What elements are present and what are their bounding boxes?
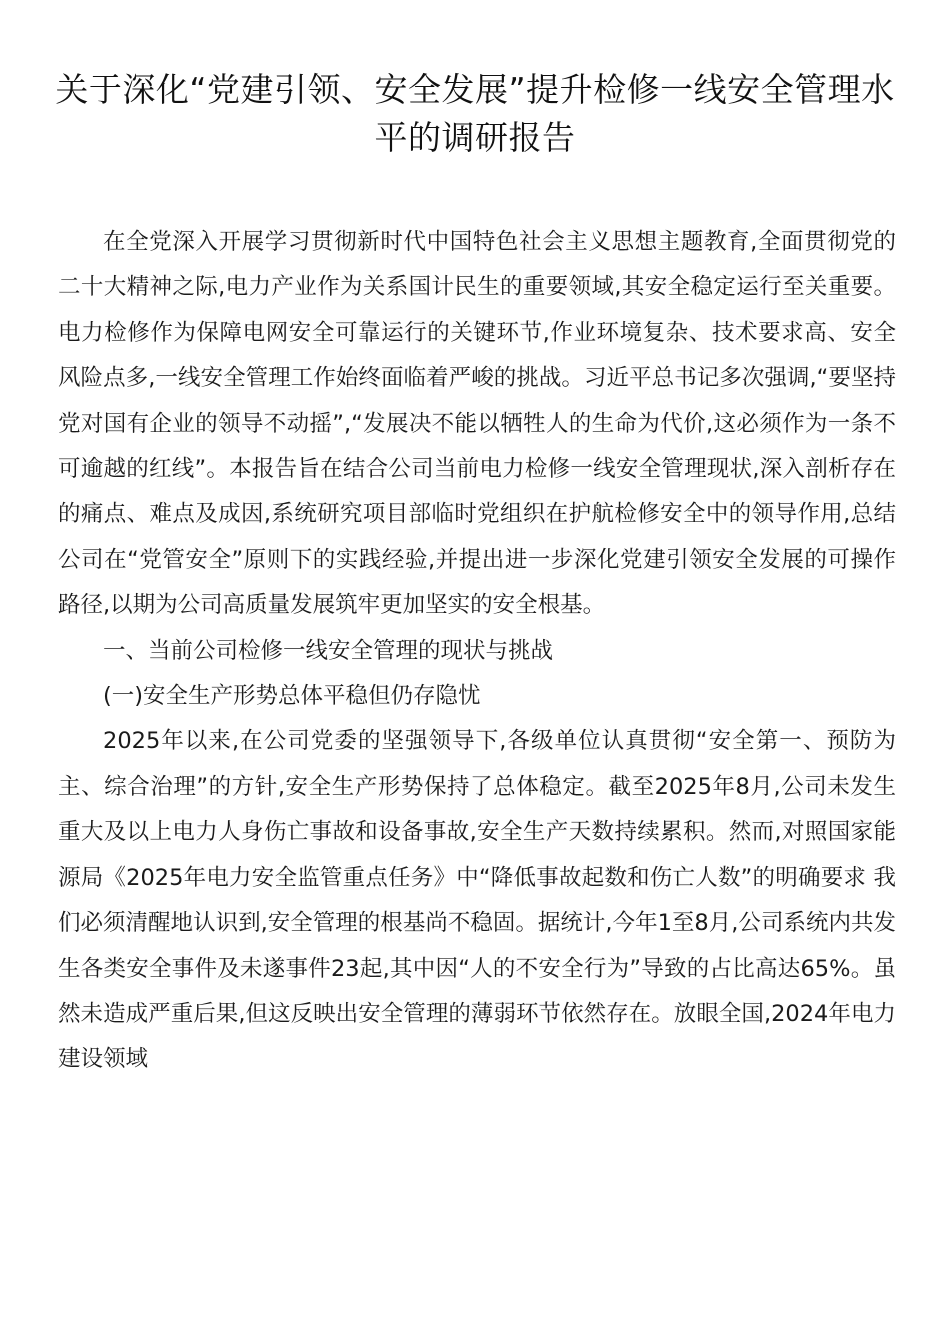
subsection-heading: (一)安全生产形势总体平稳但仍存隐忧 — [103, 683, 481, 710]
body-paragraph: 2025年以来,在公司党委的坚强领导下,各级单位认真贯彻“安全第一、预防为主、综合治理”的方针,安全生产形势保持了总体稳定。截至2025年8月,公司未发生重大及以上电力人身伤亡事故和设备事故,安全生产天数持续累积。然而,对照国家能源局《2025年电力安全监管重点任务》中“降低事故起数和伤亡人数”的明确要求 我们必须清醒地认识到,安全管理的根基尚不稳固。据统计,今年1至8月,公司系统内共发生各类安全事件及未遂事件23起,其中因“人的不安全行为”导致的占比高达65%。虽然未造成严重后果,但这反映出安全管理的薄弱环节依然存在。放眼全国,2024年电力建设领域 — [58, 728, 896, 1073]
document-title: 关于深化“党建引领、安全发展”提升检修一线安全管理水平的调研报告 — [55, 70, 895, 157]
section-heading: 一、当前公司检修一线安全管理的现状与挑战 — [103, 637, 554, 664]
document-body — [58, 220, 896, 1083]
intro-paragraph: 在全党深入开展学习贯彻新时代中国特色社会主义思想主题教育,全面贯彻党的二十大精神之际,电力产业作为关系国计民生的重要领域,其安全稳定运行至关重要。电力检修作为保障电网安全可靠运行的关键环节,作业环境复杂、技术要求高、安全风险点多,一线安全管理工作始终面临着严峻的挑战。习近平总书记多次强调,“要坚持党对国有企业的领导不动摇”,“发展决不能以牺牲人的生命为代价,这必须作为一条不可逾越的红线”。本报告旨在结合公司当前电力检修一线安全管理现状,深入剖析存在的痛点、难点及成因,系统研究项目部临时党组织在护航检修安全中的领导作用,总结公司在“党管安全”原则下的实践经验,并提出进一步深化党建引领安全发展的可操作路径,以期为公司高质量发展筑牢更加坚实的安全根基。 — [58, 229, 896, 619]
